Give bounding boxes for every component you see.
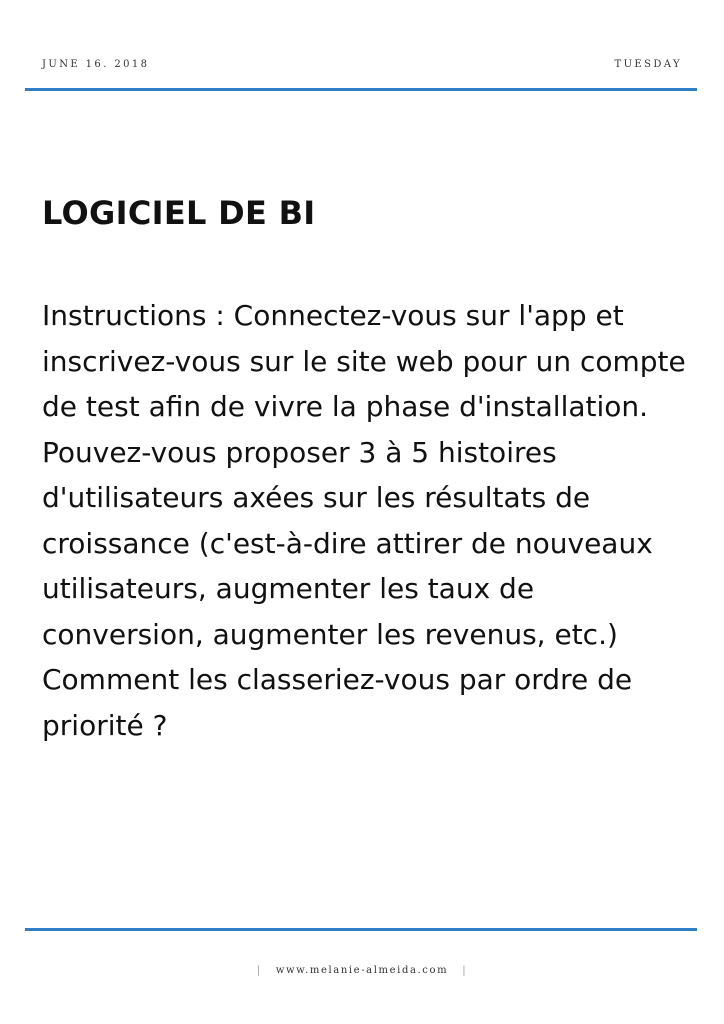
paragraph-instructions: Instructions : Connectez-vous sur l'app et inscrivez-vous sur le site web pour un compte de test afin de vivre la phase d'installation.	[42, 299, 686, 423]
footer	[0, 965, 724, 976]
footer-separator-left: |	[256, 965, 262, 976]
header-day: TUESDAY	[614, 59, 682, 70]
top-divider	[25, 88, 697, 91]
header-date: JUNE 16. 2018	[42, 59, 150, 70]
footer-separator-right: |	[462, 965, 468, 976]
document-title: LOGICIEL DE BI	[42, 194, 316, 232]
paragraph-user-stories: Pouvez-vous proposer 3 à 5 histoires d'utilisateurs axées sur les résultats de croissance (c'est-à-dire attirer de nouveaux utilisateurs, augmenter les taux de conversion, augmenter les revenus, etc.)	[42, 435, 653, 651]
footer-website-link[interactable]: www.melanie-almeida.com	[275, 965, 449, 976]
paragraph-priority: Comment les classeriez-vous par ordre de priorité ?	[42, 663, 633, 742]
bottom-divider	[25, 928, 697, 931]
document-body	[42, 293, 702, 748]
